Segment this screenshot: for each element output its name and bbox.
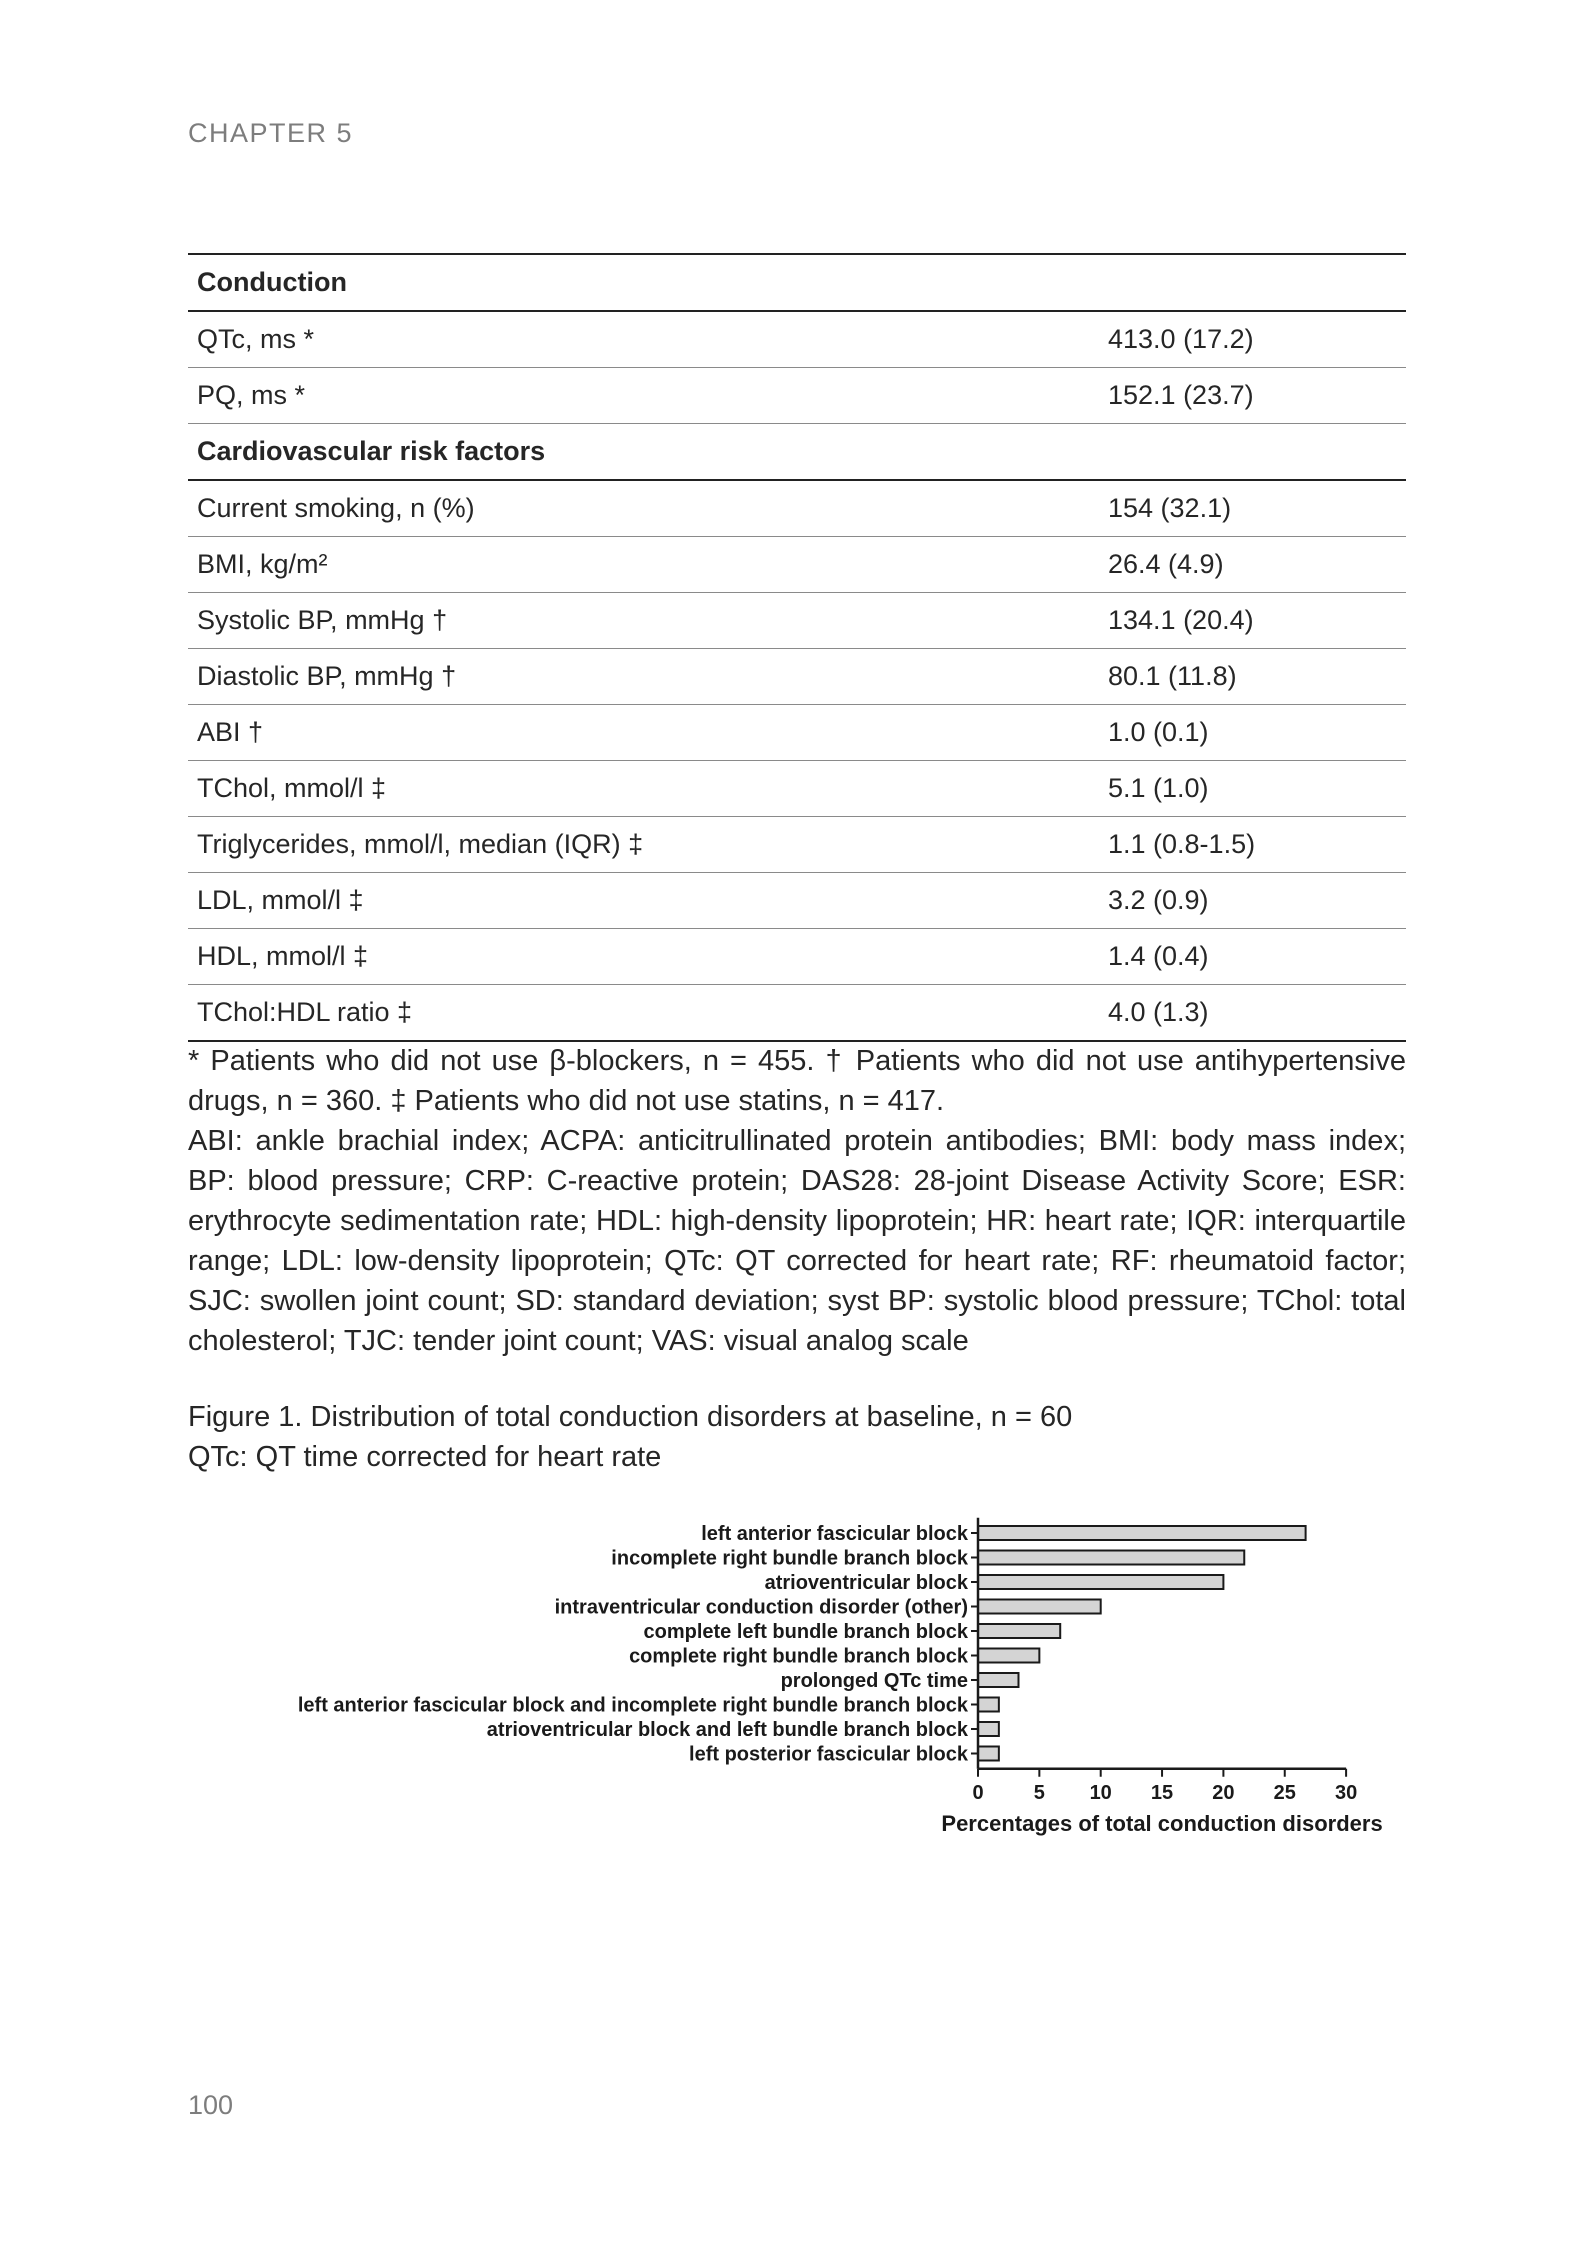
table-row bbox=[188, 705, 1406, 761]
category-label: complete right bundle branch block bbox=[629, 1645, 968, 1668]
row-label: Systolic BP, mmHg † bbox=[188, 593, 1099, 649]
row-label: PQ, ms * bbox=[188, 368, 1099, 424]
row-value bbox=[1099, 254, 1406, 311]
x-tick-label: 25 bbox=[1273, 1781, 1296, 1804]
row-label: HDL, mmol/l ‡ bbox=[188, 929, 1099, 985]
row-value: 1.1 (0.8-1.5) bbox=[1099, 817, 1406, 873]
category-label: complete left bundle branch block bbox=[643, 1621, 968, 1643]
table-row bbox=[188, 649, 1406, 705]
chart-bar bbox=[978, 1722, 999, 1736]
x-tick-label: 30 bbox=[1334, 1781, 1358, 1804]
chart-bar bbox=[978, 1673, 1018, 1687]
table-row bbox=[188, 480, 1406, 537]
row-value: 26.4 (4.9) bbox=[1099, 537, 1406, 593]
characteristics-table bbox=[188, 253, 1406, 1042]
row-label: TChol:HDL ratio ‡ bbox=[188, 985, 1099, 1042]
category-label: atrioventricular block and left bundle branch block bbox=[486, 1719, 968, 1741]
abbreviations-note: ABI: ankle brachial index; ACPA: anticitrullinated protein antibodies; BMI: body mass index; BP: blood pressure; CRP: C-reactive protein; DAS28: 28-joint Disease Activity Score; ESR: erythrocyte sedimentation rate; HDL: high-density lipoprotein; HR: heart rate; IQR: interquartile range; LDL: low-density lipoprotein; QTc: QT corrected for heart rate; RF: rheumatoid factor; SJC: swollen joint count; SD: standard deviation; syst BP: systolic blood pressure; TChol: total cholesterol; TJC: tender joint count; VAS: visual analog scale bbox=[188, 1125, 1406, 1357]
row-label: Diastolic BP, mmHg † bbox=[188, 649, 1099, 705]
row-value: 413.0 (17.2) bbox=[1099, 311, 1406, 368]
table-row bbox=[188, 985, 1406, 1042]
table-row bbox=[188, 873, 1406, 929]
table-notes bbox=[188, 1041, 1406, 1361]
chart-bar bbox=[978, 1575, 1223, 1589]
table-row bbox=[188, 761, 1406, 817]
row-label: BMI, kg/m² bbox=[188, 537, 1099, 593]
row-value: 80.1 (11.8) bbox=[1099, 649, 1406, 705]
category-label: left posterior fascicular block bbox=[689, 1743, 968, 1766]
category-label: incomplete right bundle branch block bbox=[611, 1547, 968, 1570]
row-value: 4.0 (1.3) bbox=[1099, 985, 1406, 1042]
row-value: 152.1 (23.7) bbox=[1099, 368, 1406, 424]
row-value: 1.0 (0.1) bbox=[1099, 705, 1406, 761]
category-label: left anterior fascicular block and incomplete right bundle branch block bbox=[297, 1694, 968, 1717]
table-row bbox=[188, 311, 1406, 368]
category-label: intraventricular conduction disorder (other) bbox=[554, 1596, 968, 1619]
chart-bar bbox=[978, 1551, 1244, 1565]
table-section-row bbox=[188, 254, 1406, 311]
chapter-header: CHAPTER 5 bbox=[188, 118, 354, 148]
table-footnote: * Patients who did not use β-blockers, n = 455. † Patients who did not use antihypertensive drugs, n = 360. ‡ Patients who did not use statins, n = 417. bbox=[188, 1045, 1406, 1117]
figure-caption-block bbox=[188, 1397, 1406, 1477]
table-row bbox=[188, 929, 1406, 985]
page-number: 100 bbox=[188, 2090, 234, 2120]
x-tick-label: 15 bbox=[1150, 1781, 1174, 1804]
row-label: TChol, mmol/l ‡ bbox=[188, 761, 1099, 817]
row-label: QTc, ms * bbox=[188, 311, 1099, 368]
x-tick-label: 0 bbox=[972, 1781, 984, 1804]
table-section-row bbox=[188, 424, 1406, 481]
section-heading: Cardiovascular risk factors bbox=[188, 424, 1099, 481]
row-value: 154 (32.1) bbox=[1099, 480, 1406, 537]
row-value: 3.2 (0.9) bbox=[1099, 873, 1406, 929]
row-value: 1.4 (0.4) bbox=[1099, 929, 1406, 985]
section-heading: Conduction bbox=[188, 254, 1099, 311]
figure-caption: Figure 1. Distribution of total conduction disorders at baseline, n = 60 bbox=[188, 1401, 1073, 1433]
category-label: prolonged QTc time bbox=[780, 1670, 968, 1692]
conduction-disorders-bar-chart bbox=[180, 1508, 1420, 1848]
chart-bar bbox=[978, 1747, 999, 1761]
table-row bbox=[188, 593, 1406, 649]
table-row bbox=[188, 537, 1406, 593]
row-value: 134.1 (20.4) bbox=[1099, 593, 1406, 649]
row-label: LDL, mmol/l ‡ bbox=[188, 873, 1099, 929]
category-label: atrioventricular block bbox=[764, 1572, 968, 1594]
x-axis-title: Percentages of total conduction disorders bbox=[941, 1810, 1383, 1836]
x-tick-label: 20 bbox=[1212, 1781, 1235, 1804]
row-label: Current smoking, n (%) bbox=[188, 480, 1099, 537]
x-tick-label: 5 bbox=[1033, 1781, 1045, 1804]
table-row bbox=[188, 368, 1406, 424]
figure-subcaption: QTc: QT time corrected for heart rate bbox=[188, 1441, 662, 1473]
category-label: left anterior fascicular block bbox=[701, 1523, 968, 1545]
row-value bbox=[1099, 424, 1406, 481]
table-row bbox=[188, 817, 1406, 873]
row-label: Triglycerides, mmol/l, median (IQR) ‡ bbox=[188, 817, 1099, 873]
chart-bar bbox=[978, 1698, 999, 1712]
chart-bar bbox=[978, 1649, 1039, 1663]
chart-bar bbox=[978, 1624, 1060, 1638]
row-value: 5.1 (1.0) bbox=[1099, 761, 1406, 817]
row-label: ABI † bbox=[188, 705, 1099, 761]
chart-bar bbox=[978, 1600, 1101, 1614]
x-tick-label: 10 bbox=[1089, 1781, 1112, 1804]
chart-bar bbox=[978, 1526, 1306, 1540]
